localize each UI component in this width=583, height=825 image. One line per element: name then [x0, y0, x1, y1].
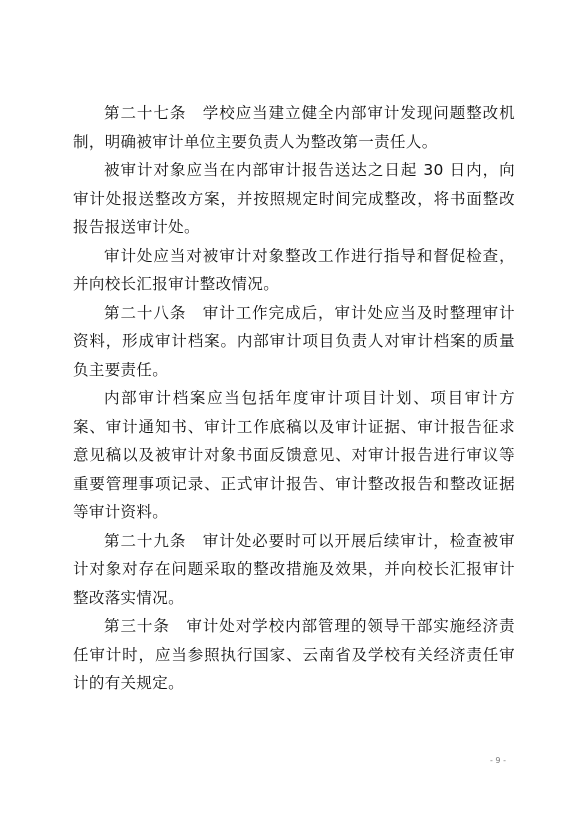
- paragraph-text: 学校应当建立健全内部审计发现问题整改机制，明确被审计单位主要负责人为整改第一责任人。: [73, 104, 515, 151]
- supervision-paragraph: [73, 242, 515, 299]
- rectification-deadline-paragraph: [73, 156, 515, 242]
- paragraph-text: 审计工作完成后，审计处应当及时整理审计资料，形成审计档案。内部审计项目负责人对审计档案的质量负主要责任。: [73, 303, 515, 379]
- page-number: - 9 -: [490, 756, 506, 765]
- article-30-paragraph: [73, 612, 515, 698]
- archive-contents-paragraph: [73, 384, 515, 527]
- article-27-paragraph: [73, 99, 515, 156]
- paragraph-text: 审计处对学校内部管理的领导干部实施经济责任审计时，应当参照执行国家、云南省及学校有关经济责任审计的有关规定。: [73, 617, 515, 692]
- paragraph-text: 审计处必要时可以开展后续审计，检查被审计对象对存在问题采取的整改措施及效果，并向校长汇报审计整改落实情况。: [73, 531, 515, 607]
- article-number: 第二十七条: [104, 104, 187, 122]
- paragraph-text: 被审计对象应当在内部审计报告送达之日起 30 日内，向审计处报送整改方案，并按照规定时间完成整改，将书面整改报告报送审计处。: [73, 161, 515, 236]
- article-28-paragraph: [73, 299, 515, 385]
- paragraph-text: 内部审计档案应当包括年度审计项目计划、项目审计方案、审计通知书、审计工作底稿以及审计证据、审计报告征求意见稿以及被审计对象书面反馈意见、对审计报告进行审议等重要管理事项记录、正式审计报告、审计整改报告和整改证据等审计资料。: [73, 389, 515, 521]
- article-number: 第二十八条: [104, 303, 187, 322]
- article-29-paragraph: [73, 527, 515, 613]
- article-number: 第二十九条: [104, 531, 187, 550]
- document-body: [73, 99, 515, 698]
- article-number: 第三十条: [104, 617, 170, 635]
- paragraph-text: 审计处应当对被审计对象整改工作进行指导和督促检查，并向校长汇报审计整改情况。: [73, 246, 515, 293]
